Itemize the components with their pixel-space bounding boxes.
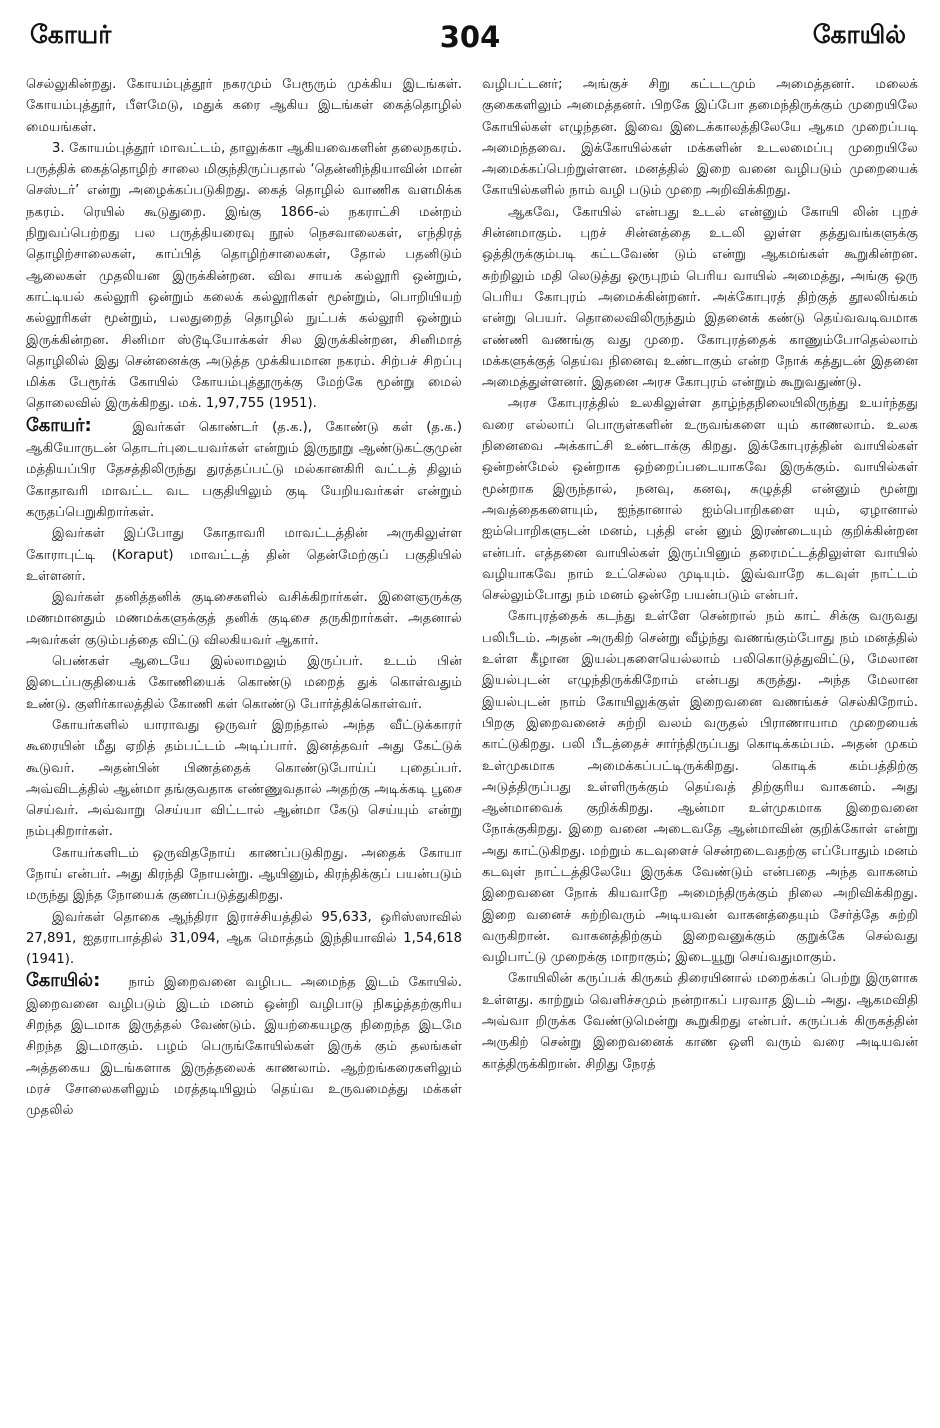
- entry-text: இவர்கள் கொண்டர் (த.க.), கோண்டு கள் (த.க.) ஆகியோருடன் தொடர்புடையவர்கள் என்றும் இருநூறு ஆண்டுகட்குமுன் மத்தியப்பிர தேசத்திலிருந்து துரத்தப்பட்டு மல்கானகிரி வட்டத் திலும் கோதாவரி மாவட்ட வட பகுதியிலும் குடி யேறியவர்கள் என்றும் கருதப்பெறுகிறார்கள்.: [26, 419, 462, 520]
- paragraph: 3. கோயம்புத்தூர் மாவட்டம், தாலுக்கா ஆகியவைகளின் தலைநகரம். பருத்திக் கைத்தொழிற் சாலை மிகுந்திருப்பதால் ‘தென்னிந்தியாவின் மான் செஸ்டர்’ என்று அழைக்கப்படுகிறது. கைத் தொழில் வாணிக வளமிக்க நகரம். ரெயில் கூடுதுறை. இங்கு 1866-ல் நகராட்சி மன்றம் நிறுவப்பெற்றது பல பருத்தியரைவு நூல் நெசவாலைகள், எந்திரத் தொழிற்சாலைகள், காப்பித் தொழிற்சாலைகள், தோல் பதனிடும் ஆலைகள் முதலியன இருக்கின்றன. விவ சாயக் கல்லூரி ஒன்றும், காட்டியல் கல்லூரி ஒன்றும் கலைக் கல்லூரிகள் மூன்றும், பொறியியற் கல்லூரிகள் மூன்றும், பலதுறைத் தொழில் நுட்பக் கல்லூரி ஒன்றும் இருக்கின்றன. சினிமா ஸ்டூடியோக்கள் சில இருக்கின்றன, சினிமாத் தொழிலில் இது சென்னைக்கு அடுத்த முக்கியமான நகரம். சிற்பச் சிறப்பு மிக்க பேரூர்க் கோயில் கோயம்புத்தூருக்கு மேற்கே மூன்று மைல் தொலைவில் இருக்கிறது. மக். 1,97,755 (1951).: [26, 140, 462, 412]
- entry-koyar: [26, 415, 462, 523]
- left-guide-word: கோயர்: [30, 20, 112, 49]
- paragraph: அரச கோபுரத்தில் உலகிலுள்ள தாழ்ந்தநிலையிலிருந்து உயர்ந்தது வரை எல்லாப் பொருள்களின் உருவங்களை யும் காணலாம். உலக நினைவை அக்காட்சி உண்டாக்கு கிறது. இக்கோபுரத்தின் வாயில்கள் ஒன்றன்மேல் ஒன்றாக ஒற்றைப்படையாகவே இருக்கும். வாயில்கள் மூன்றாக இருந்தால், நனவு, கனவு, சுழுத்தி என்னும் மூன்று அவத்தைகளையும், ஐந்தானால் ஐம்பொறிகளை யும், ஏழானால் ஐம்பொறிகளுடன் மனம், புத்தி என் னும் இரண்டையும் குறிக்கின்றன என்பர். எத்தனை வாயில்கள் இருப்பினும் தரைமட்டத்திலுள்ள வாயில் வழியாகவே நாம் உட்செல்ல முடியும். இவ்வாறே கடவுள் நாட்டம் செல்லும்போது நம் மனம் ஒன்றே பயன்படும் என்பர்.: [482, 396, 918, 604]
- page-header: [24, 20, 916, 60]
- entry-headword: கோயர்:: [26, 414, 92, 436]
- right-guide-word: கோயில்: [812, 20, 906, 49]
- paragraph: வழிபட்டனர்; அங்குச் சிறு கட்டடமும் அமைத்தனர். மலைக் குகைகளிலும் அமைத்தனர். பிறகே இப்போ தமைந்திருக்கும் முறையிலே கோயில்கள் எழுந்தன. இவை இடைக்காலத்திலேயே ஆகம முறைப்படி அமைந்தவை. இக்கோயில்கள் மக்களின் உடலமைப்பு முறையிலே அமைக்கப்பெற்றுள்ளன. மனத்தில் இறை வனை வழிபடும் முறையைக் கோயில்களில் நாம் வழி படும் முறை அறிவிக்கிறது.: [482, 77, 918, 199]
- entry-koyil: [26, 970, 462, 1121]
- paragraph: கோயிலின் கருப்பக் கிருகம் திரையினால் மறைக்கப் பெற்று இருளாக உள்ளது. காற்றும் வெளிச்சமும் நன்றாகப் பரவாத இடம் அது. ஆகமவிதி அவ்வா றிருக்க வேண்டுமென்று கூறுகிறது என்பர். கருப்பக் கிருகத்தின் அருகிற் சென்று இறைவனைக் காண ஒளி வரும் வரை அடியவன் காத்திருக்கிறான். சிறிது நேரத்: [482, 971, 918, 1072]
- entry-headword: கோயில்:: [26, 970, 101, 992]
- paragraph: செல்லுகின்றது. கோயம்புத்தூர் நகரமும் பேரூரும் முக்கிய இடங்கள். கோயம்புத்தூர், பீளமேடு, மதுக் கரை ஆகிய இடங்கள் கைத்தொழில் மையங்கள்.: [26, 77, 462, 135]
- paragraph: இவர்கள் தனித்தனிக் குடிசைகளில் வசிக்கிறார்கள். இளைஞருக்கு மணமானதும் மணமக்களுக்குத் தனிக் குடிசை தருகிறார்கள். அதனால் அவர்கள் குடும்பத்தை விட்டு விலகியவர் ஆகார்.: [26, 590, 462, 648]
- right-column: [482, 74, 918, 1404]
- paragraph: கோயர்களில் யாராவது ஒருவர் இறந்தால் அந்த வீட்டுக்காரர் கூரையின் மீது ஏறித் தம்பட்டம் அடிப்பார். இனத்தவர் அது கேட்டுக் கூடுவர். அதன்பின் பிணத்தைக் கொண்டுபோய்ப் புதைப்பர். அவ்விடத்தில் ஆன்மா தங்குவதாக எண்ணுவதால் அதற்கு அடிக்கடி பூசை செய்வர். அவ்வாறு செய்யா விட்டால் ஆன்மா கேடு செய்யும் என்று நம்புகிறார்கள்.: [26, 717, 462, 840]
- page-number: 304: [439, 20, 501, 54]
- paragraph: இவர்கள் இப்போது கோதாவரி மாவட்டத்தின் அருகிலுள்ள கோராபுட்டி (Koraput) மாவட்டத் தின் தென்மேற்குப் பகுதியில் உள்ளனர்.: [26, 526, 462, 584]
- paragraph: கோயர்களிடம் ஒருவிதநோய் காணப்படுகிறது. அதைக் கோயா நோய் என்பர். அது கிரந்தி நோயன்று. ஆயினும், கிரந்திக்குப் பயன்படும் மருந்து இந்த நோயைக் குணப்படுத்துகிறது.: [26, 845, 462, 904]
- paragraph: கோபுரத்தைக் கடந்து உள்ளே சென்றால் நம் காட் சிக்கு வருவது பலிபீடம். அதன் அருகிற் சென்று வீழ்ந்து வணங்கும்போது நம் மனத்தில் உள்ள கீழான இயல்புகளையெல்லாம் பலிகொடுத்துவிட்டு, மேலான இயல்புடன் எழுந்திருக்கிறோம் என்பது கருத்து. அந்த மேலான இயல்புடன் நாம் கோயிலுக்குள் இறைவனை வணங்கச் செல்கிறோம். பிறகு இறைவனைச் சுற்றி வலம் வருதல் பிராணாயாம முறையைக் காட்டுகிறது. பலி பீடத்தைச் சார்ந்திருப்பது கொடிக்கம்பம். அதன் முகம் உள்முகமாக அமைக்கப்பட்டிருக்கிறது. கொடிக் கம்பத்திற்கு அடுத்திருப்பது உள்ளிருக்கும் தெய்வத் திற்குரிய வாகனம். அது ஆன்மாவைக் குறிக்கிறது. ஆன்மா உள்முகமாக இறைவனை நோக்குகிறது. இறை வனை அடைவதே ஆன்மாவின் குறிக்கோள் என்று அது காட்டுகிறது. மற்றும் கடவுளைச் சென்றடைவதற்கு எப்போதும் மனம் கடவுள் நாட்டத்திலேயே இருக்க வேண்டும் என்பதை அந்த வாகனம் இறைவனை நோக் கியவாறே அமைந்திருக்கும் நிலை அறிவிக்கிறது. இறை வனைச் சுற்றிவரும் அடியவன் வாகனத்தையும் சேர்த்தே சுற்றி வருகிறான். வாகனத்திற்கும் இறைவனுக்கும் குறுக்கே செல்வது வழிபாட்டு முறைக்கு மாறாகும்; இடையூறு செய்வதுமாகும்.: [482, 609, 918, 966]
- paragraph: இவர்கள் தொகை ஆந்திரா இராச்சியத்தில் 95,633, ஒரிஸ்ஸாவில் 27,891, ஐதராபாத்தில் 31,094, ஆக மொத்தம் இந்தியாவில் 1,54,618 (1941).: [26, 909, 462, 968]
- paragraph: பெண்கள் ஆடையே இல்லாமலும் இருப்பர். உடம் பின் இடைப்பகுதியைக் கோணியைக் கொண்டு மறைத் துக் கொள்வதும் உண்டு. குளிர்காலத்தில் கோணி கள் கொண்டு போர்த்திக்கொள்வர்.: [26, 654, 462, 712]
- paragraph: ஆகவே, கோயில் என்பது உடல் என்னும் கோயி லின் புறச் சின்னமாகும். புறச் சின்னத்தை உடலி லுள்ள தத்துவங்களுக்கு ஒத்திருக்கும்படி கட்டவேண் டும் என்று ஆகமங்கள் கூறுகின்றன. சுற்றிலும் மதி லெடுத்து ஒருபுறம் பெரிய வாயில் அமைத்து, அங்கு ஒரு பெரிய கோபுரம் அமைக்கின்றனர். அக்கோபுரத் திற்குத் தூலலிங்கம் என்று பெயர். தொலைவிலிருந்தும் இதனைக் கண்டு தெய்வவடிவமாக எண்ணி வணங்கு வது முறை. கோபுரத்தைக் காணும்போதெல்லாம் மக்களுக்குத் தெய்வ நினைவு உண்டாகும் என்ற நோக் கத்துடன் இதனை அமைத்துள்ளனர். இதனை அரச கோபுரம் என்றும் கூறுவதுண்டு.: [482, 204, 918, 391]
- entry-text: நாம் இறைவனை வழிபட அமைந்த இடம் கோயில். இறைவனை வழிபடும் இடம் மனம் ஒன்றி வழிபாடு நிகழ்த்தற்குரிய சிறந்த இடமாக இருத்தல் வேண்டும். இயற்கையழகு நிறைந்த இடமே சிறந்த இடமாகும். பழம் பெருங்கோயில்கள் இருக் கும் தலங்கள் அத்தகைய இடங்களாக இருத்தலைக் காணலாம். ஆற்றங்கரைகளிலும் மரச் சோலைகளிலும் மரத்தடியிலும் தெய்வ உருவமைத்து மக்கள் முதலில்: [26, 975, 462, 1119]
- left-column: [26, 74, 462, 1404]
